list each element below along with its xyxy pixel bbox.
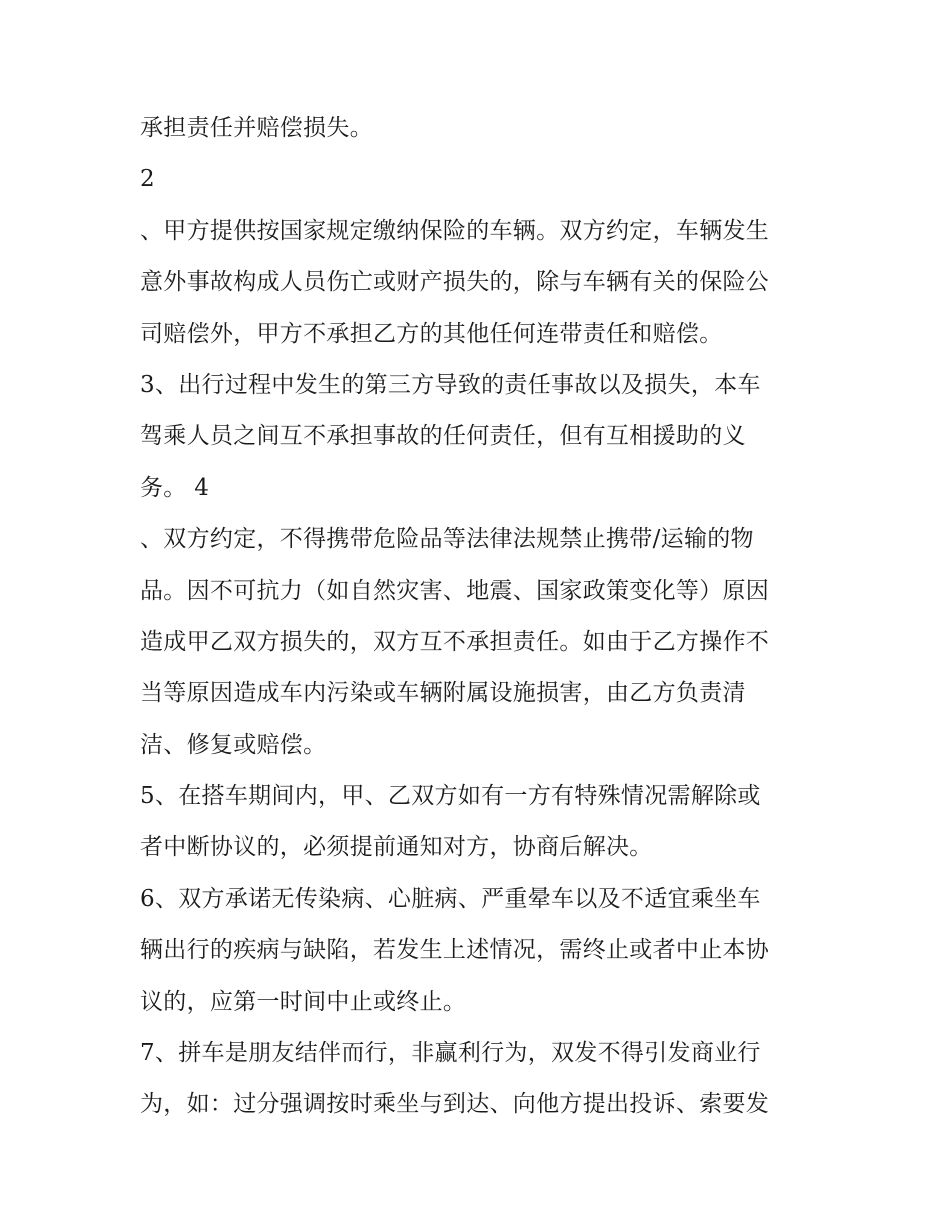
text-line: 6、双方承诺无传染病、心脏病、严重晕车以及不适宜乘坐车 [140, 885, 761, 912]
text-line: 为，如：过分强调按时乘坐与到达、向他方提出投诉、索要发 [140, 1091, 770, 1118]
agreement-text [140, 103, 840, 1131]
text-line: 者中断协议的，必须提前通知对方，协商后解决。 [140, 834, 653, 861]
text-line: 议的，应第一时间中止或终止。 [140, 988, 467, 1015]
text-line: 当等原因造成车内污染或车辆附属设施损害，由乙方负责清 [140, 680, 746, 707]
text-line: 5、在搭车期间内，甲、乙双方如有一方有特殊情况需解除或 [140, 783, 761, 810]
text-line: 、甲方提供按国家规定缴纳保险的车辆。双方约定，车辆发生 [140, 217, 770, 244]
text-line: 7、拼车是朋友结伴而行，非赢利行为，双发不得引发商业行 [140, 1040, 761, 1067]
text-line: 造成甲乙双方损失的，双方互不承担责任。如由于乙方操作不 [140, 628, 770, 655]
text-line: 务。 4 [140, 474, 210, 501]
text-line: 意外事故构成人员伤亡或财产损失的，除与车辆有关的保险公 [140, 269, 770, 296]
text-line: 3、出行过程中发生的第三方导致的责任事故以及损失，本车 [140, 371, 761, 398]
text-line: 驾乘人员之间互不承担事故的任何责任，但有互相援助的义 [140, 423, 746, 450]
text-line: 司赔偿外，甲方不承担乙方的其他任何连带责任和赔偿。 [140, 320, 723, 347]
text-line: 、双方约定，不得携带危险品等法律法规禁止携带/运输的物 [140, 526, 754, 553]
text-line: 承担责任并赔偿损失。 [140, 115, 373, 141]
text-line: 辆出行的疾病与缺陷，若发生上述情况，需终止或者中止本协 [140, 937, 770, 964]
text-line: 洁、修复或赔偿。 [140, 731, 327, 758]
text-line: 品。因不可抗力（如自然灾害、地震、国家政策变化等）原因 [140, 577, 770, 604]
text-line: 2 [140, 166, 155, 193]
